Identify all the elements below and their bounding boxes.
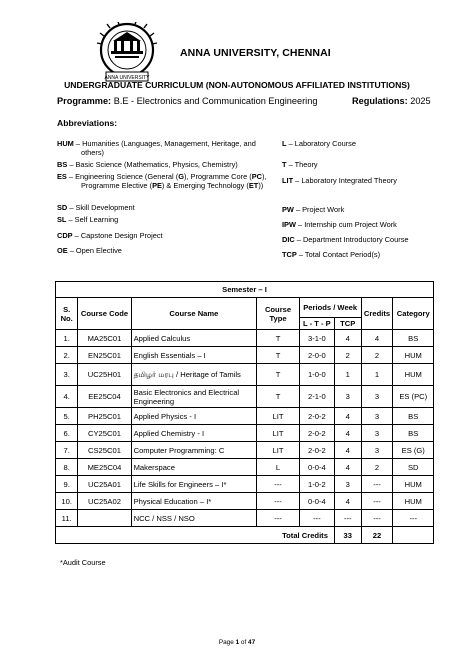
row-category: HUM (393, 493, 434, 510)
header-course-code: Course Code (78, 298, 131, 330)
row-credits: 2 (361, 347, 393, 364)
row-course-type: --- (257, 510, 300, 527)
header-course-name: Course Name (131, 298, 257, 330)
row-credits: 2 (361, 459, 393, 476)
row-sno: 6. (56, 425, 78, 442)
row-category: SD (393, 459, 434, 476)
table-row (56, 510, 434, 527)
row-tcp: 4 (334, 442, 361, 459)
row-sno: 2. (56, 347, 78, 364)
abbr-t: T – Theory (282, 160, 318, 169)
total-empty-cell (393, 527, 434, 544)
row-course-code: CS25C01 (78, 442, 131, 459)
row-tcp: 4 (334, 425, 361, 442)
row-course-code (78, 510, 131, 527)
row-credits: --- (361, 510, 393, 527)
row-credits: 1 (361, 364, 393, 386)
row-ltp: 1-0-2 (299, 476, 334, 493)
abbr-lit: LIT – Laboratory Integrated Theory (282, 176, 397, 185)
regulations-line (352, 96, 431, 106)
table-row (56, 459, 434, 476)
row-credits: --- (361, 476, 393, 493)
row-course-name: Physical Education – I* (131, 493, 257, 510)
row-course-name: Basic Electronics and Electrical Engineering (131, 386, 257, 408)
row-course-name: Computer Programming: C (131, 442, 257, 459)
row-course-code: UC25A01 (78, 476, 131, 493)
abbr-ipw: IPW – Internship cum Project Work (282, 220, 397, 229)
row-tcp: 2 (334, 347, 361, 364)
abbr-tcp: TCP – Total Contact Period(s) (282, 250, 381, 259)
row-ltp: 2-0-2 (299, 425, 334, 442)
row-course-name: Applied Chemistry - I (131, 425, 257, 442)
header-sno: S. No. (56, 298, 78, 330)
programme-line (57, 96, 317, 106)
table-row (56, 386, 434, 408)
row-course-code: CY25C01 (78, 425, 131, 442)
row-tcp: 1 (334, 364, 361, 386)
row-credits: 4 (361, 330, 393, 347)
row-category: HUM (393, 476, 434, 493)
row-category: BS (393, 330, 434, 347)
row-credits: 3 (361, 386, 393, 408)
row-tcp: 3 (334, 476, 361, 493)
row-tcp: --- (334, 510, 361, 527)
row-sno: 11. (56, 510, 78, 527)
row-sno: 3. (56, 364, 78, 386)
anna-university-logo (96, 22, 158, 82)
row-category: BS (393, 408, 434, 425)
abbr-hum: HUM – Humanities (Languages, Management, Heritage, and others) (57, 139, 256, 158)
programme-value: B.E - Electronics and Communication Engineering (113, 96, 318, 106)
table-row (56, 364, 434, 386)
row-ltp: 1-0-0 (299, 364, 334, 386)
row-category: HUM (393, 347, 434, 364)
page-number: Page 1 of 47 (218, 639, 256, 646)
row-sno: 10. (56, 493, 78, 510)
row-tcp: 4 (334, 330, 361, 347)
row-ltp: --- (299, 510, 334, 527)
programme-label: Programme: (57, 96, 112, 106)
abbr-dic: DIC – Department Introductory Course (282, 235, 409, 244)
regulations-value: 2025 (410, 96, 431, 106)
table-row (56, 347, 434, 364)
table-row (56, 442, 434, 459)
row-credits: 3 (361, 408, 393, 425)
header-credits: Credits (361, 298, 393, 330)
row-course-type: LIT (257, 425, 300, 442)
row-sno: 9. (56, 476, 78, 493)
row-course-name: தமிழர் மரபு / Heritage of Tamils (131, 364, 257, 386)
table-row (56, 476, 434, 493)
row-category: ES (G) (393, 442, 434, 459)
row-tcp: 4 (334, 459, 361, 476)
abbr-pw: PW – Project Work (282, 205, 345, 214)
row-ltp: 2-0-2 (299, 442, 334, 459)
row-ltp: 2-0-2 (299, 408, 334, 425)
row-sno: 7. (56, 442, 78, 459)
total-tcp: 33 (334, 527, 361, 544)
total-label: Total Credits (56, 527, 335, 544)
row-ltp: 2-1-0 (299, 386, 334, 408)
row-credits: 3 (361, 442, 393, 459)
regulations-label: Regulations: (352, 96, 408, 106)
row-course-type: --- (257, 493, 300, 510)
row-ltp: 2-0-0 (299, 347, 334, 364)
row-course-name: NCC / NSS / NSO (131, 510, 257, 527)
abbr-sl: SL – Self Learning (57, 215, 119, 224)
row-course-code: EE25C04 (78, 386, 131, 408)
header-course-type: Course Type (257, 298, 300, 330)
row-course-name: Applied Calculus (131, 330, 257, 347)
row-category: BS (393, 425, 434, 442)
row-course-code: UC25H01 (78, 364, 131, 386)
row-course-name: Applied Physics - I (131, 408, 257, 425)
total-row (56, 527, 434, 544)
header-periods: Periods / Week (299, 298, 361, 318)
row-tcp: 4 (334, 408, 361, 425)
header-ltp: L - T - P (299, 318, 334, 330)
row-tcp: 3 (334, 386, 361, 408)
university-name: ANNA UNIVERSITY, CHENNAI (180, 47, 331, 59)
abbreviations-heading: Abbreviations: (57, 118, 118, 128)
table-row (56, 330, 434, 347)
logo-caption: ANNA UNIVERSITY (104, 75, 150, 81)
total-credits: 22 (361, 527, 393, 544)
row-category: HUM (393, 364, 434, 386)
row-course-code: PH25C01 (78, 408, 131, 425)
row-course-type: T (257, 330, 300, 347)
row-ltp: 3-1-0 (299, 330, 334, 347)
abbr-sd: SD – Skill Development (57, 203, 135, 212)
row-course-type: T (257, 364, 300, 386)
table-row (56, 425, 434, 442)
row-credits: 3 (361, 425, 393, 442)
audit-footnote: *Audit Course (60, 558, 106, 567)
row-course-type: --- (257, 476, 300, 493)
row-ltp: 0-0-4 (299, 459, 334, 476)
header-tcp: TCP (334, 318, 361, 330)
row-course-code: MA25C01 (78, 330, 131, 347)
semester-heading: Semester – I (56, 282, 434, 298)
row-category: --- (393, 510, 434, 527)
row-course-name: Life Skills for Engineers – I* (131, 476, 257, 493)
header-category: Category (393, 298, 434, 330)
row-sno: 1. (56, 330, 78, 347)
row-sno: 5. (56, 408, 78, 425)
abbr-bs: BS – Basic Science (Mathematics, Physics, Chemistry) (57, 160, 238, 169)
row-sno: 4. (56, 386, 78, 408)
curriculum-title: UNDERGRADUATE CURRICULUM (NON-AUTONOMOUS AFFILIATED INSTITUTIONS) (64, 80, 410, 90)
abbr-l: L – Laboratory Course (282, 139, 356, 148)
abbr-es: ES – Engineering Science (General (G), Programme Core (PC), Programme Elective (PE) & Emerging Technology (ET)) (57, 172, 267, 191)
semester-1-table (55, 281, 434, 544)
row-tcp: 4 (334, 493, 361, 510)
row-course-name: English Essentials – I (131, 347, 257, 364)
row-course-type: L (257, 459, 300, 476)
row-course-code: ME25C04 (78, 459, 131, 476)
row-course-name: Makerspace (131, 459, 257, 476)
row-course-code: UC25A02 (78, 493, 131, 510)
table-row (56, 408, 434, 425)
row-course-type: LIT (257, 442, 300, 459)
row-course-type: T (257, 386, 300, 408)
row-ltp: 0-0-4 (299, 493, 334, 510)
row-credits: --- (361, 493, 393, 510)
row-sno: 8. (56, 459, 78, 476)
abbr-cdp: CDP – Capstone Design Project (57, 231, 163, 240)
row-course-type: LIT (257, 408, 300, 425)
abbr-oe: OE – Open Elective (57, 246, 122, 255)
row-category: ES (PC) (393, 386, 434, 408)
table-row (56, 493, 434, 510)
row-course-type: T (257, 347, 300, 364)
row-course-code: EN25C01 (78, 347, 131, 364)
